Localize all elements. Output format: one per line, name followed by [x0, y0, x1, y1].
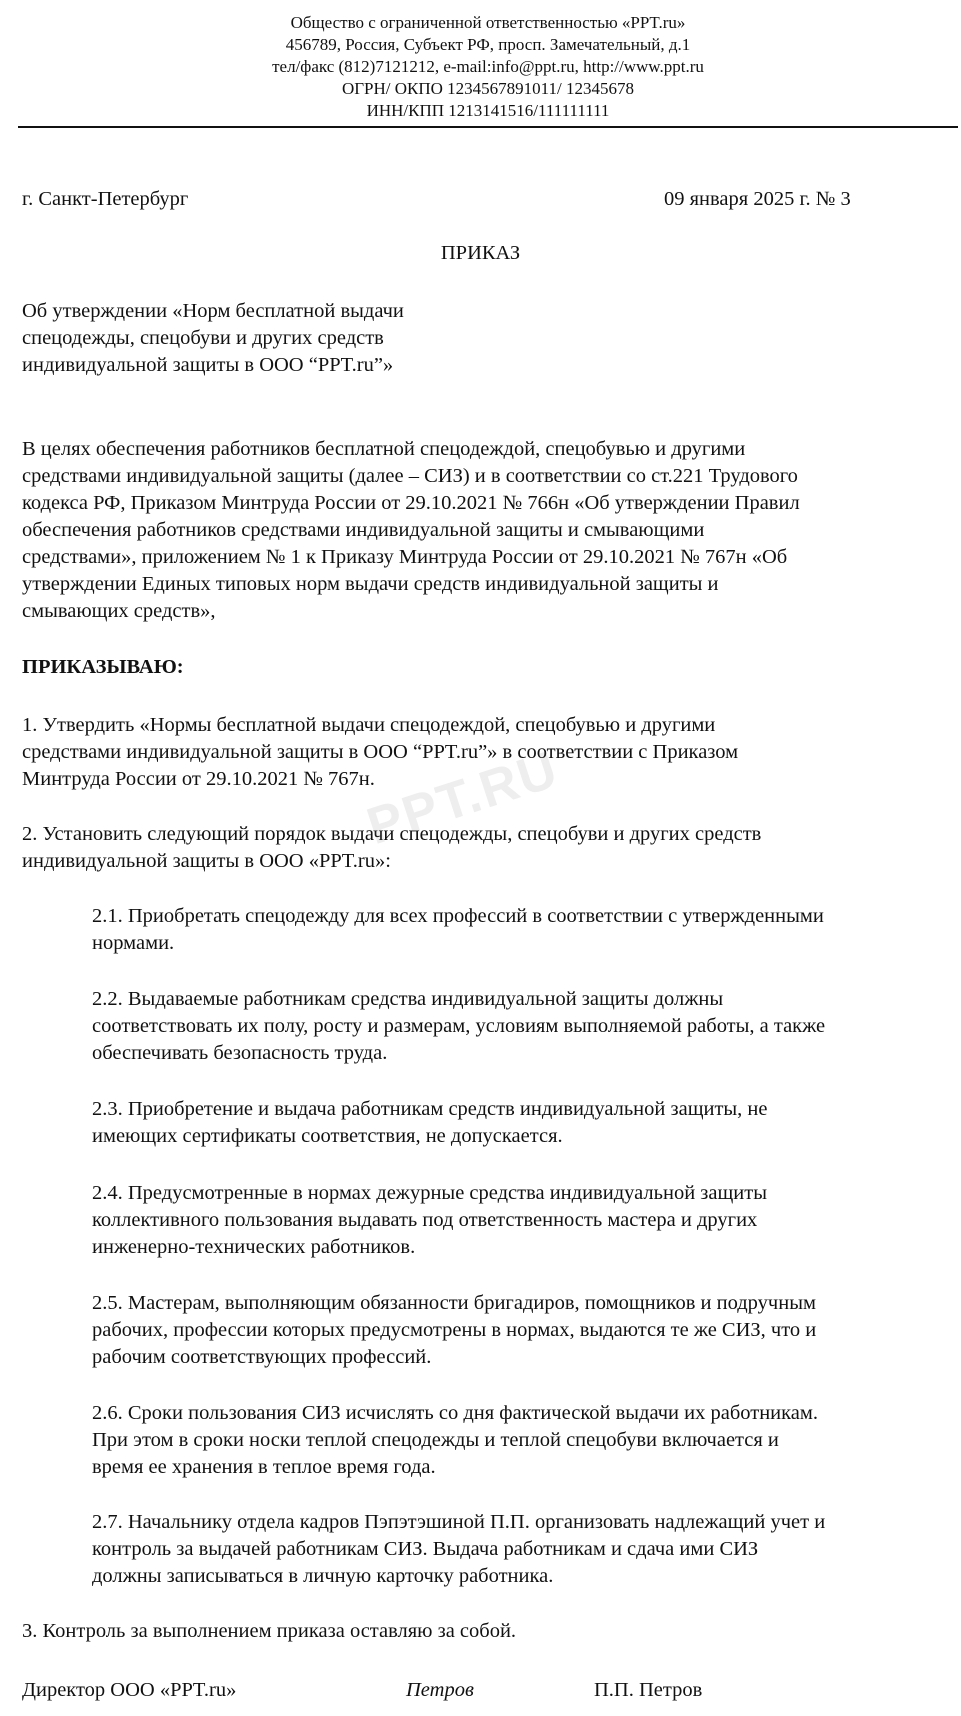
letterhead-divider	[18, 126, 958, 128]
handwritten-signature: Петров	[406, 1679, 474, 1701]
preamble-line: В целях обеспечения работников бесплатной спецодеждой, спецобувью и другими	[22, 438, 746, 460]
company-name: Общество с ограниченной ответственностью «PPT.ru»	[290, 13, 686, 32]
item-line: 1. Утвердить «Нормы бесплатной выдачи спецодеждой, спецобувью и другими	[22, 714, 716, 736]
subitem-line: соответствовать их полу, росту и размерам, условиям выполняемой работы, а также	[92, 1015, 826, 1037]
document-date-number: 09 января 2025 г. № 3	[664, 188, 851, 210]
document-place: г. Санкт-Петербург	[22, 188, 189, 210]
subject-line: Об утверждении «Норм бесплатной выдачи	[22, 300, 404, 322]
order-item-3	[22, 1618, 516, 1645]
preamble-line: обеспечения работников средствами индивидуальной защиты и смывающими	[22, 519, 705, 541]
order-subitem-2-4	[92, 1180, 767, 1261]
subitem-line: 2.2. Выдаваемые работникам средства индивидуальной защиты должны	[92, 988, 724, 1010]
subject-line: индивидуальной защиты в ООО “PPT.ru”»	[22, 354, 394, 376]
subitem-line: должны записываться в личную карточку работника.	[92, 1565, 554, 1587]
order-subitem-2-2	[92, 986, 825, 1067]
subitem-line: коллективного пользования выдавать под ответственность мастера и других	[92, 1209, 758, 1231]
order-keyword	[22, 654, 184, 681]
subitem-line: имеющих сертификаты соответствия, не допускается.	[92, 1125, 563, 1147]
company-letterhead	[18, 12, 958, 122]
subitem-line: 2.6. Сроки пользования СИЗ исчислять со дня фактической выдачи их работникам.	[92, 1402, 818, 1424]
subitem-line: обеспечивать безопасность труда.	[92, 1042, 388, 1064]
subitem-line: 2.1. Приобретать спецодежду для всех профессий в соответствии с утвержденными	[92, 905, 824, 927]
order-subitem-2-1	[92, 903, 824, 957]
preamble-line: средствами», приложением № 1 к Приказу Минтруда России от 29.10.2021 № 767н «Об	[22, 546, 788, 568]
signatory-name: П.П. Петров	[594, 1679, 703, 1701]
subitem-line: рабочим соответствующих профессий.	[92, 1346, 432, 1368]
subitem-line: нормами.	[92, 932, 175, 954]
item-line: средствами индивидуальной защиты в ООО “PPT.ru”» в соответствии с Приказом	[22, 741, 739, 763]
order-subject	[22, 298, 404, 379]
watermark: PPT.RU	[360, 740, 566, 857]
preamble-line: смывающих средств»,	[22, 600, 216, 622]
company-ogrn-okpo: ОГРН/ ОКПО 1234567891011/ 12345678	[341, 79, 635, 98]
subitem-line: 2.7. Начальнику отдела кадров Пэпэтэшиной П.П. организовать надлежащий учет и	[92, 1511, 826, 1533]
signatory-role: Директор ООО «PPT.ru»	[22, 1679, 237, 1701]
subitem-line: 2.3. Приобретение и выдача работникам средств индивидуальной защиты, не	[92, 1098, 768, 1120]
order-subitem-2-6	[92, 1400, 818, 1481]
subitem-line: рабочих, профессии которых предусмотрены в нормах, выдаются те же СИЗ, что и	[92, 1319, 817, 1341]
order-subitem-2-3	[92, 1096, 768, 1150]
subitem-line: инженерно-технических работников.	[92, 1236, 416, 1258]
item-line: 3. Контроль за выполнением приказа оставляю за собой.	[22, 1620, 517, 1642]
preamble-line: средствами индивидуальной защиты (далее – СИЗ) и в соответствии со ст.221 Трудового	[22, 465, 798, 487]
subitem-line: При этом в сроки носки теплой спецодежды и теплой спецобуви включается и	[92, 1429, 779, 1451]
company-contacts: тел/факс (812)7121212, e-mail:info@ppt.ru, http://www.ppt.ru	[272, 57, 704, 76]
order-subitem-2-7	[92, 1509, 825, 1590]
company-inn-kpp: ИНН/КПП 1213141516/111111111	[366, 101, 610, 120]
subitem-line: контроль за выдачей работникам СИЗ. Выдача работникам и сдача ими СИЗ	[92, 1538, 759, 1560]
item-line: Минтруда России от 29.10.2021 № 767н.	[22, 768, 375, 790]
preamble-line: кодекса РФ, Приказом Минтруда России от 29.10.2021 № 766н «Об утверждении Правил	[22, 492, 800, 514]
order-preamble	[22, 436, 800, 625]
subitem-line: время ее хранения в теплое время года.	[92, 1456, 436, 1478]
order-keyword-text: ПРИКАЗЫВАЮ:	[22, 656, 184, 678]
subject-line: спецодежды, спецобуви и других средств	[22, 327, 384, 349]
subitem-line: 2.5. Мастерам, выполняющим обязанности бригадиров, помощников и подручным	[92, 1292, 816, 1314]
company-address: 456789, Россия, Субъект РФ, просп. Замечательный, д.1	[285, 35, 691, 54]
order-subitem-2-5	[92, 1290, 816, 1371]
document-title: ПРИКАЗ	[440, 242, 521, 264]
subitem-line: 2.4. Предусмотренные в нормах дежурные средства индивидуальной защиты	[92, 1182, 767, 1204]
item-line: 2. Установить следующий порядок выдачи спецодежды, спецобуви и других средств	[22, 823, 762, 845]
preamble-line: утверждении Единых типовых норм выдачи средств индивидуальной защиты и	[22, 573, 719, 595]
item-line: индивидуальной защиты в ООО «PPT.ru»:	[22, 850, 391, 872]
order-item-1	[22, 712, 738, 793]
